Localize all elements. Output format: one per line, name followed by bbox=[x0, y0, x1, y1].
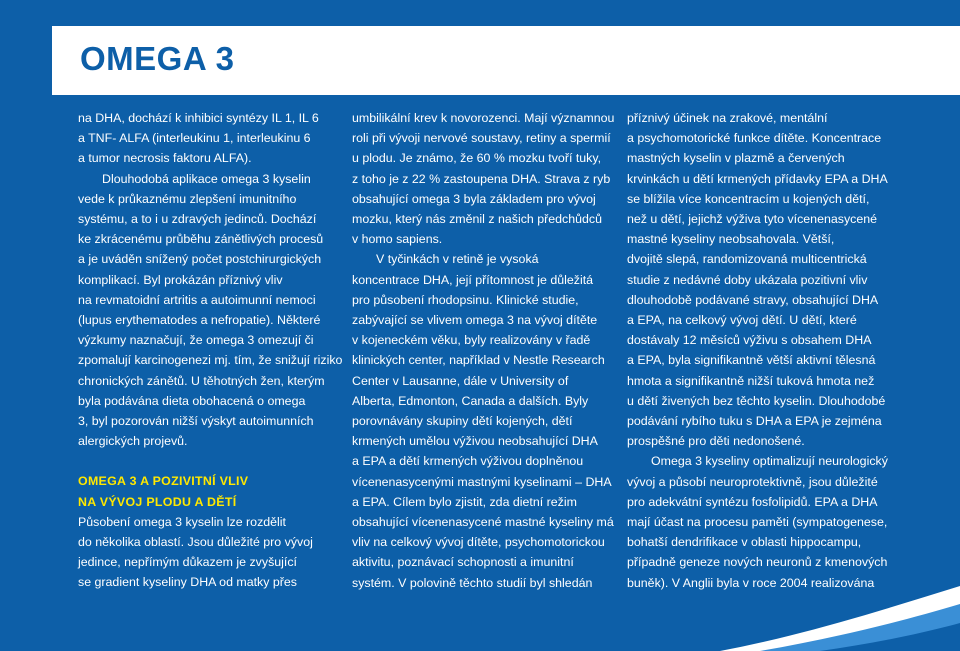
text-line: bohatší dendrifikace v oblasti hippocampu, bbox=[627, 535, 862, 550]
text-line: mastné kyseliny neobsahovala. Větší, bbox=[627, 232, 835, 247]
text-line: a TNF- ALFA (interleukinu 1, interleukinu 6 bbox=[78, 131, 311, 146]
section-heading-line-2: NA VÝVOJ PLODU A DĚTÍ bbox=[78, 494, 237, 509]
text-line: aktivitu, poznávací schopnosti a imunitní bbox=[352, 555, 574, 570]
text-line: dvojitě slepá, randomizovaná multicentrická bbox=[627, 252, 867, 267]
text-line: se blížila více koncentracím u kojených dětí, bbox=[627, 191, 870, 206]
text-line: mastných kyselin v plazmě a červených bbox=[627, 151, 845, 166]
text-line: z toho je z 22 % zastoupena DHA. Strava z ryb bbox=[352, 171, 611, 186]
text-line: na revmatoidní artritis a autoimunní nemoci bbox=[78, 292, 316, 307]
text-line: podávání rybího tuku s DHA a EPA je zejména bbox=[627, 414, 882, 429]
text-line: systém. V polovině těchto studií byl shledán bbox=[352, 575, 593, 590]
title-bar bbox=[52, 26, 960, 95]
text-line: pro adekvátní syntézu fosfolipidů. EPA a DHA bbox=[627, 494, 878, 509]
text-line: ke zkrácenému průběhu zánětlivých procesů bbox=[78, 232, 324, 247]
text-line: mozku, který nás změnil z našich předchůdců bbox=[352, 212, 602, 227]
text-line: buněk). V Anglii byla v roce 2004 realizována bbox=[627, 575, 875, 590]
text-line: systému, a to i u zdravých jedinců. Dochází bbox=[78, 212, 317, 227]
text-line: a EPA. Cílem bylo zjistit, zda dietní režim bbox=[352, 494, 577, 509]
text-line: prospěšné pro děti nedonošené. bbox=[627, 434, 805, 449]
text-line: a EPA a dětí krmených výživou doplněnou bbox=[352, 454, 584, 469]
text-line: hmota a signifikantně nižší tuková hmota než bbox=[627, 373, 875, 388]
text-line: se gradient kyseliny DHA od matky přes bbox=[78, 575, 297, 590]
text-line: krvinkách u dětí krmených přídavky EPA a DHA bbox=[627, 171, 888, 186]
text-line: případně geneze nových neuronů z kmenových bbox=[627, 555, 888, 570]
decorative-swoosh-graphic bbox=[0, 556, 960, 651]
text-line: Center v Lausanne, dále v University of bbox=[352, 373, 569, 388]
text-line: 3, byl pozorován nižší výskyt autoimunních bbox=[78, 414, 314, 429]
text-line: jedince, nepřímým důkazem je zvyšující bbox=[78, 555, 297, 570]
text-line: zpomalují karcinogenezi mj. tím, že snižují riziko bbox=[78, 353, 343, 368]
text-line: studie z nedávné doby ukázala pozitivní vliv bbox=[627, 272, 868, 287]
text-line: krmených umělou výživou neobsahující DHA bbox=[352, 434, 598, 449]
column-2 bbox=[352, 108, 614, 593]
text-line: Alberta, Edmonton, Canada a dalších. Byly bbox=[352, 393, 589, 408]
text-line: v homo sapiens. bbox=[352, 232, 443, 247]
text-line: umbilikální krev k novorozenci. Mají významnou bbox=[352, 111, 615, 125]
text-line: Dlouhodobá aplikace omega 3 kyselin bbox=[102, 171, 311, 186]
text-line: zabývající se vlivem omega 3 na vývoj dítěte bbox=[352, 313, 598, 328]
text-line: klinických center, například v Nestle Research bbox=[352, 353, 605, 368]
text-line: Omega 3 kyseliny optimalizují neurologický bbox=[651, 454, 888, 469]
text-line: (lupus erythematodes a nefropatie). Některé bbox=[78, 313, 321, 328]
text-line: a je uváděn snížený počet postchirurgických bbox=[78, 252, 322, 267]
text-line: obsahující vícenenasycené mastné kyseliny má bbox=[352, 515, 614, 530]
text-line: V tyčinkách v retině je vysoká bbox=[376, 252, 539, 267]
text-line: a EPA, byla signifikantně větší aktivní tělesná bbox=[627, 353, 876, 368]
page-title: OMEGA 3 bbox=[80, 40, 235, 77]
section-heading-line-1: OMEGA 3 A POZIVITNÍ VLIV bbox=[78, 474, 249, 489]
text-line: alergických projevů. bbox=[78, 434, 188, 449]
column-3 bbox=[627, 108, 907, 593]
text-line: pro působení rhodopsinu. Klinické studie, bbox=[352, 292, 579, 307]
text-line: byla podávána dieta obohacená o omega bbox=[78, 393, 306, 408]
text-line: a tumor necrosis faktoru ALFA). bbox=[78, 151, 252, 166]
text-line: dostávaly 12 měsíců výživu s obsahem DHA bbox=[627, 333, 872, 348]
text-line: na DHA, dochází k inhibici syntézy IL 1, IL 6 bbox=[78, 111, 319, 125]
text-line: vliv na celkový vývoj dítěte, psychomotorickou bbox=[352, 535, 605, 550]
text-line: do několika oblastí. Jsou důležité pro vývoj bbox=[78, 535, 313, 550]
text-line: u dětí živených bez těchto kyselin. Dlouhodobé bbox=[627, 393, 886, 408]
text-line: Působení omega 3 kyselin lze rozdělit bbox=[78, 514, 287, 529]
text-line: v kojeneckém věku, byly realizovány v řadě bbox=[352, 333, 591, 348]
text-line: a psychomotorické funkce dítěte. Koncentrace bbox=[627, 131, 882, 146]
text-line: u plodu. Je známo, že 60 % mozku tvoří tuky, bbox=[352, 151, 602, 166]
text-line: porovnávány skupiny dětí kojených, dětí bbox=[352, 414, 573, 429]
column-1 bbox=[78, 108, 343, 593]
text-line: chronických zánětů. U těhotných žen, kterým bbox=[78, 373, 325, 388]
text-line: a EPA, na celkový vývoj dětí. U dětí, které bbox=[627, 313, 857, 328]
text-line: komplikací. Byl prokázán příznivý vliv bbox=[78, 272, 283, 287]
text-line: dlouhodobě podávané stravy, obsahující DHA bbox=[627, 292, 879, 307]
text-line: roli při vývoji nervové soustavy, retiny a spermií bbox=[352, 131, 611, 146]
text-line: obsahující omega 3 byla základem pro vývoj bbox=[352, 191, 596, 206]
text-line: vícenenasycenými mastnými kyselinami – DHA bbox=[352, 474, 612, 489]
text-line: vede k průkaznému zlepšení imunitního bbox=[78, 191, 297, 206]
text-line: mají účast na procesu paměti (sympatogenese, bbox=[627, 515, 888, 530]
text-line: vývoj a působí neuroprotektivně, jsou důležité bbox=[627, 474, 878, 489]
text-line: než u dětí, jejichž výživa tyto vícenenasycené bbox=[627, 212, 878, 227]
text-line: příznivý účinek na zrakové, mentální bbox=[627, 111, 828, 125]
text-line: výzkumy naznačují, že omega 3 omezují či bbox=[78, 333, 314, 348]
text-line: koncentrace DHA, její přítomnost je důležitá bbox=[352, 272, 594, 287]
